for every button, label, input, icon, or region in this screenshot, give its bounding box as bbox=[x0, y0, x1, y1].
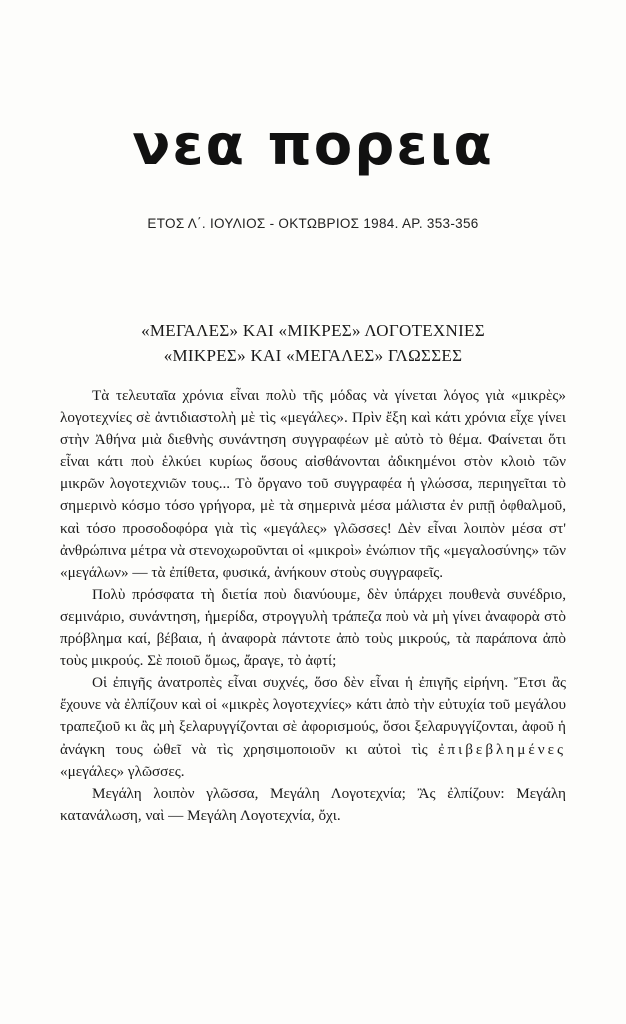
issue-line: ΕΤΟΣ Λ΄. ΙΟΥΛΙΟΣ - ΟΚΤΩΒΡΙΟΣ 1984. ΑΡ. 353-356 bbox=[147, 216, 479, 231]
paragraph-3-end: «μεγάλες» γλῶσσες. bbox=[60, 762, 185, 780]
masthead-title: νεα πορεια bbox=[132, 113, 494, 178]
paragraph-1: Τὰ τελευταῖα χρόνια εἶναι πολὺ τῆς μόδας νὰ γίνεται λόγος γιὰ «μικρὲς» λογοτεχνίες σὲ ἀντιδιαστολὴ μὲ τὶς «μεγάλες». Πρὶν ἔξη καὶ κάτι χρόνια εἶχε γίνει στὴν Ἀθήνα μιὰ διεθνὴς συνάντηση συγγραφέων μὲ αὐτὸ τὸ θέμα. Φαίνεται ὅτι εἶναι κάτι ποὺ ἑλκύει κυρίως ὅσους αἰσθάνονται ἀδικημένοι στὸν κλοιὸ τῶν μικρῶν λογοτεχνιῶν τους... Τὸ ὄργανο τοῦ συγγραφέα ἡ γλώσσα, περιηγεῖται τὸ σημερινὸ κόσμο τόσο γρήγορα, μὲ τὰ σημερινὰ μέσα μάλιστα ἐν ριπῇ ὀφθαλμοῦ, καὶ τόσο προσοδοφόρα γιὰ τὶς «μεγάλες» γλῶσσες! Δὲν εἶναι λοιπὸν μέσα στ' ἀνθρώπινα μέτρα νὰ στενοχωροῦνται οἱ «μικροὶ» ἐνώπιον τῆς «μεγαλοσύνης» τῶν «μεγάλων» — τὰ ἐπίθετα, φυσικά, ἀνήκουν στοὺς συγγραφεῖς. bbox=[60, 387, 566, 581]
spaced-word: ἐπιβεβλημένες bbox=[438, 740, 566, 758]
headline-line-1: «ΜΕΓΑΛΕΣ» ΚΑΙ «ΜΙΚΡΕΣ» ΛΟΓΟΤΕΧΝΙΕΣ bbox=[141, 321, 485, 340]
article-headline bbox=[0, 318, 626, 368]
article-body bbox=[60, 385, 566, 827]
paragraph-3-text: Οἱ ἐπιγῆς ἀνατροπὲς εἶναι συχνές, ὅσο δὲν εἶναι ἡ ἐπιγῆς εἰρήνη. Ἔτσι ἂς ἔχουνε νὰ ἐλπίζουν καὶ οἱ «μικρὲς λογοτεχνίες» κάτι ἀπὸ τὴν εὐτυχία τοῦ μεγάλου τραπεζιοῦ κι ἂς μὴ ξελαρυγγίζονται σὲ ἀφορισμούς, ὅσοι ξελαρυγγίζονται, ἀφοῦ ἡ ἀνάγκη τους ὠθεῖ νὰ τὶς χρησιμοποιοῦν κι αὐτοὶ τὶς bbox=[60, 674, 566, 758]
paragraph-2: Πολὺ πρόσφατα τὴ διετία ποὺ διανύουμε, δὲν ὑπάρχει πουθενὰ συνέδριο, σεμινάριο, συνάντηση, ἡμερίδα, στρογγυλὴ τράπεζα ποὺ νὰ μὴ γίνει ἀναφορὰ στὸ πρόβλημα καί, βέβαια, ἡ ἀναφορὰ πάντοτε ἀπὸ τοὺς μικρούς, τὰ παράπονα ἀπὸ τοὺς μικρούς. Σὲ ποιοῦ ὅμως, ἄραγε, τὸ ἀφτί; bbox=[60, 585, 566, 670]
paragraph-3 bbox=[60, 672, 566, 782]
paragraph-4: Μεγάλη λοιπὸν γλῶσσα, Μεγάλη Λογοτεχνία; Ἂς ἐλπίζουν: Μεγάλη κατανάλωση, ναὶ — Μεγάλη Λογοτεχνία, ὄχι. bbox=[60, 784, 566, 824]
headline-line-2: «ΜΙΚΡΕΣ» ΚΑΙ «ΜΕΓΑΛΕΣ» ΓΛΩΣΣΕΣ bbox=[163, 346, 463, 365]
